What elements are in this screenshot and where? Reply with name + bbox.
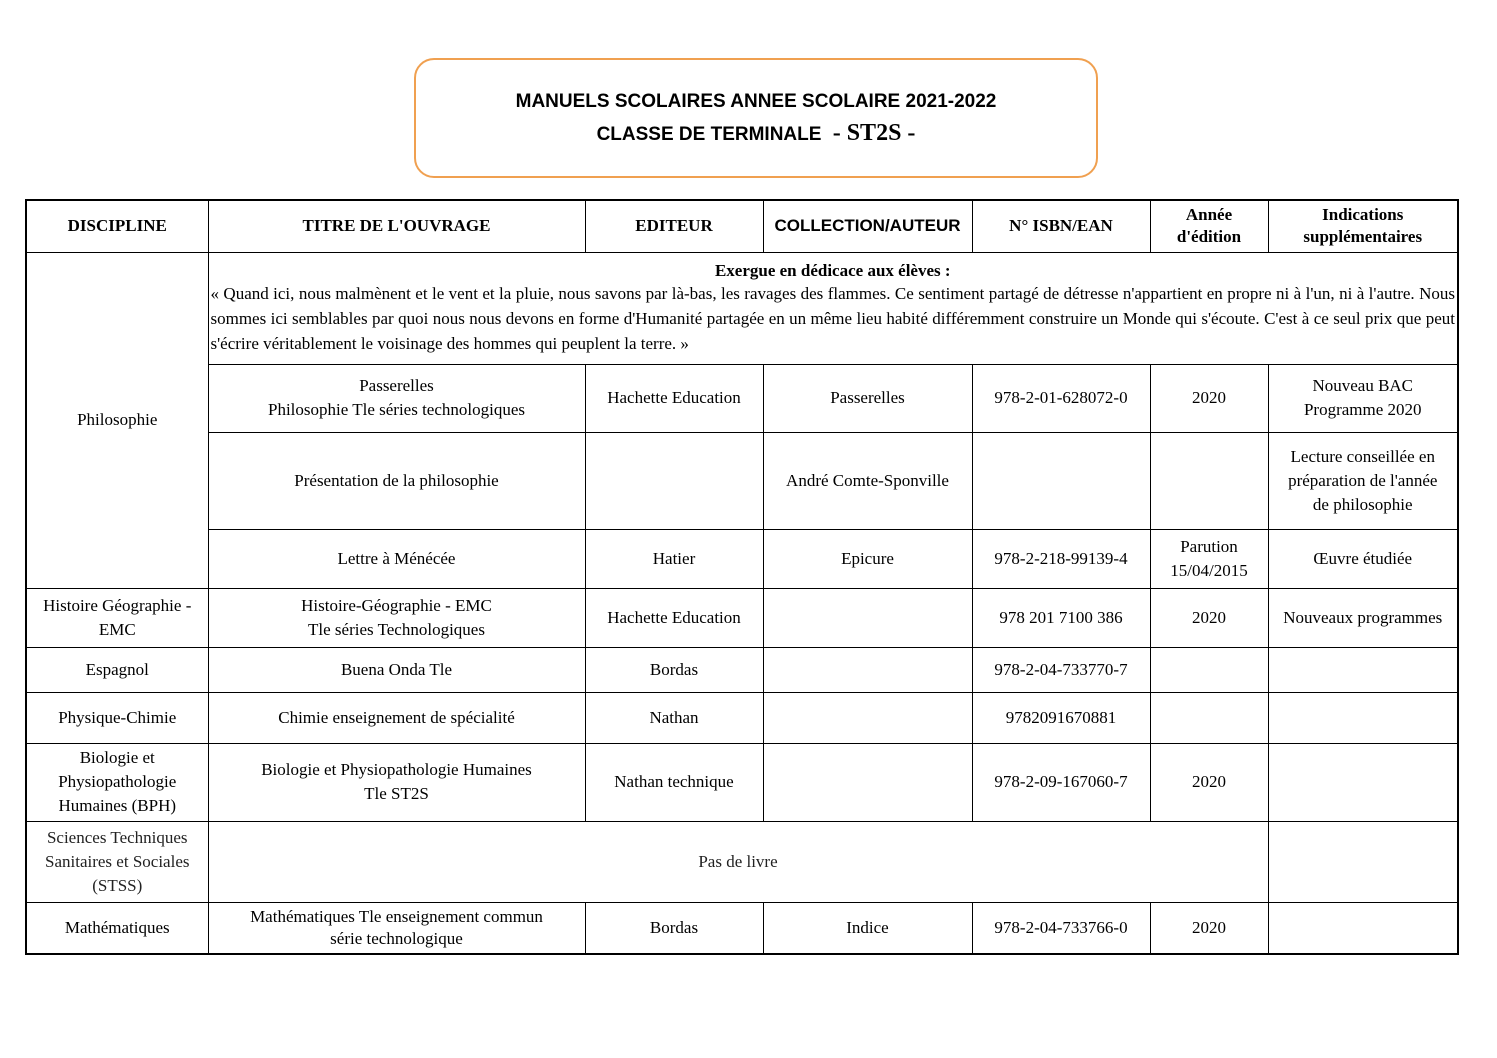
cell-annee [1150, 647, 1268, 692]
cell-titre: Chimie enseignement de spécialité [208, 692, 585, 743]
header-discipline: DISCIPLINE [26, 200, 208, 252]
cell-annee [1150, 364, 1268, 432]
discipline-line: (STSS) [92, 875, 143, 895]
header-annee-line1: Année [1185, 205, 1233, 225]
table-row-stss [26, 821, 1458, 902]
annee-line: Parution [1180, 536, 1238, 556]
header-isbn: N° ISBN/EAN [972, 200, 1150, 252]
cell-discipline: Espagnol [26, 647, 208, 692]
table-row-exergue [26, 252, 1458, 364]
cell-annee [1150, 692, 1268, 743]
header-titre: TITRE DE L'OUVRAGE [208, 200, 585, 252]
indication-line: Nouveau BAC [1312, 376, 1414, 395]
header-indications-line1: Indications [1322, 205, 1404, 225]
table-header-row [26, 200, 1458, 252]
cell-editeur: Hatier [585, 529, 763, 588]
cell-indications [1268, 692, 1458, 743]
cell-titre [208, 743, 585, 821]
cell-isbn: 978-2-04-733766-0 [972, 902, 1150, 954]
cell-isbn: 978-2-04-733770-7 [972, 647, 1150, 692]
document-title: MANUELS SCOLAIRES ANNEE SCOLAIRE 2021-2022 [515, 91, 997, 112]
cell-annee: 2020 [1150, 743, 1268, 821]
cell-isbn [972, 432, 1150, 529]
discipline-line: Biologie et [79, 748, 155, 767]
cell-indications [1268, 647, 1458, 692]
cell-indications [1268, 902, 1458, 954]
class-name: - ST2S - [832, 120, 916, 146]
cell-isbn: 978-2-218-99139-4 [972, 529, 1150, 588]
discipline-line: Histoire Géographie - [43, 595, 192, 615]
cell-annee: 2020 [1150, 588, 1268, 647]
cell-titre: Buena Onda Tle [208, 647, 585, 692]
titre-line: série technologique [330, 928, 463, 948]
indication-line: préparation de l'année [1288, 470, 1438, 490]
discipline-line: Physiopathologie [58, 772, 177, 791]
table-row [26, 902, 1458, 954]
discipline-line: Sanitaires et Sociales [45, 851, 190, 871]
discipline-line: EMC [98, 619, 136, 639]
table-row [26, 692, 1458, 743]
annee-line: 15/04/2015 [1170, 560, 1248, 580]
table-row [26, 647, 1458, 692]
cell-editeur [585, 432, 763, 529]
cell-indications: Œuvre étudiée [1268, 529, 1458, 588]
class-title [416, 120, 1096, 147]
header-indications-line2: supplémentaires [1303, 227, 1423, 247]
table-row [26, 364, 1458, 432]
cell-editeur: Bordas [585, 902, 763, 954]
table-row [26, 529, 1458, 588]
cell-indications: Nouveaux programmes [1268, 588, 1458, 647]
cell-indications [1268, 743, 1458, 821]
cell-isbn: 978-2-09-167060-7 [972, 743, 1150, 821]
textbook-table [25, 199, 1459, 955]
header-indications [1268, 200, 1458, 252]
cell-editeur: Hachette Education [585, 364, 763, 432]
titre-line: Tle ST2S [364, 784, 429, 803]
cell-isbn: 978-2-01-628072-0 [972, 364, 1150, 432]
cell-titre [208, 364, 585, 432]
cell-titre: Présentation de la philosophie [208, 432, 585, 529]
title-box [414, 58, 1098, 178]
annee-line: 2020 [1192, 388, 1226, 407]
cell-editeur: Bordas [585, 647, 763, 692]
cell-discipline [26, 743, 208, 821]
titre-line: Mathématiques Tle enseignement commun [250, 906, 543, 926]
no-book-note: Pas de livre [208, 821, 1268, 902]
header-annee-line2: d'édition [1176, 227, 1242, 247]
indication-line: Programme 2020 [1303, 400, 1422, 419]
indication-line: de philosophie [1312, 494, 1413, 514]
indication-line: Lecture conseillée en [1290, 446, 1435, 466]
table-row [26, 432, 1458, 529]
cell-annee: 2020 [1150, 902, 1268, 954]
cell-discipline [26, 821, 208, 902]
table-row [26, 588, 1458, 647]
cell-collection: Passerelles [763, 364, 972, 432]
titre-line: Histoire-Géographie - EMC [301, 595, 492, 615]
header-editeur: EDITEUR [585, 200, 763, 252]
cell-discipline [26, 588, 208, 647]
cell-collection: Indice [763, 902, 972, 954]
cell-collection [763, 647, 972, 692]
cell-annee [1150, 529, 1268, 588]
exergue-cell [208, 252, 1458, 364]
table-row [26, 743, 1458, 821]
cell-discipline: Physique-Chimie [26, 692, 208, 743]
cell-isbn: 978 201 7100 386 [972, 588, 1150, 647]
cell-editeur: Nathan [585, 692, 763, 743]
cell-collection [763, 588, 972, 647]
cell-indications [1268, 364, 1458, 432]
exergue-text: « Quand ici, nous malmènent et le vent et la pluie, nous savons par là-bas, les ravages des flammes. Ce sentiment partagé de détresse n'appartient en propre ni à l'un, ni à l'autre. Nous sommes ici semblables par quoi nous nous devons en forme d'Humanité partagée en un même lieu habité différemment construire un Monde qui s'écoute. C'est à ce seul prix que peut s'écrire véritablement le voisinage des hommes qui peuplent la terre. » [210, 283, 1455, 353]
cell-titre [208, 902, 585, 954]
cell-indications [1268, 821, 1458, 902]
cell-collection: André Comte-Sponville [763, 432, 972, 529]
cell-discipline: Mathématiques [26, 902, 208, 954]
discipline-philosophie: Philosophie [26, 252, 208, 588]
cell-editeur: Hachette Education [585, 588, 763, 647]
titre-line: Tle séries Technologiques [308, 619, 485, 639]
cell-isbn: 9782091670881 [972, 692, 1150, 743]
cell-collection: Epicure [763, 529, 972, 588]
header-annee [1150, 200, 1268, 252]
cell-indications [1268, 432, 1458, 529]
titre-line: Passerelles [359, 376, 434, 395]
discipline-line: Sciences Techniques [46, 827, 188, 847]
cell-collection [763, 743, 972, 821]
exergue-title: Exergue en dédicace aux élèves : [714, 260, 951, 280]
cell-titre: Lettre à Ménécée [208, 529, 585, 588]
cell-titre [208, 588, 585, 647]
titre-line: Philosophie Tle séries technologiques [267, 400, 525, 419]
cell-annee [1150, 432, 1268, 529]
titre-line: Biologie et Physiopathologie Humaines [261, 760, 532, 779]
class-title-prefix: CLASSE DE TERMINALE [596, 124, 822, 145]
header-collection: COLLECTION/AUTEUR [763, 200, 972, 252]
discipline-line: Humaines (BPH) [58, 796, 177, 815]
cell-collection [763, 692, 972, 743]
cell-editeur: Nathan technique [585, 743, 763, 821]
